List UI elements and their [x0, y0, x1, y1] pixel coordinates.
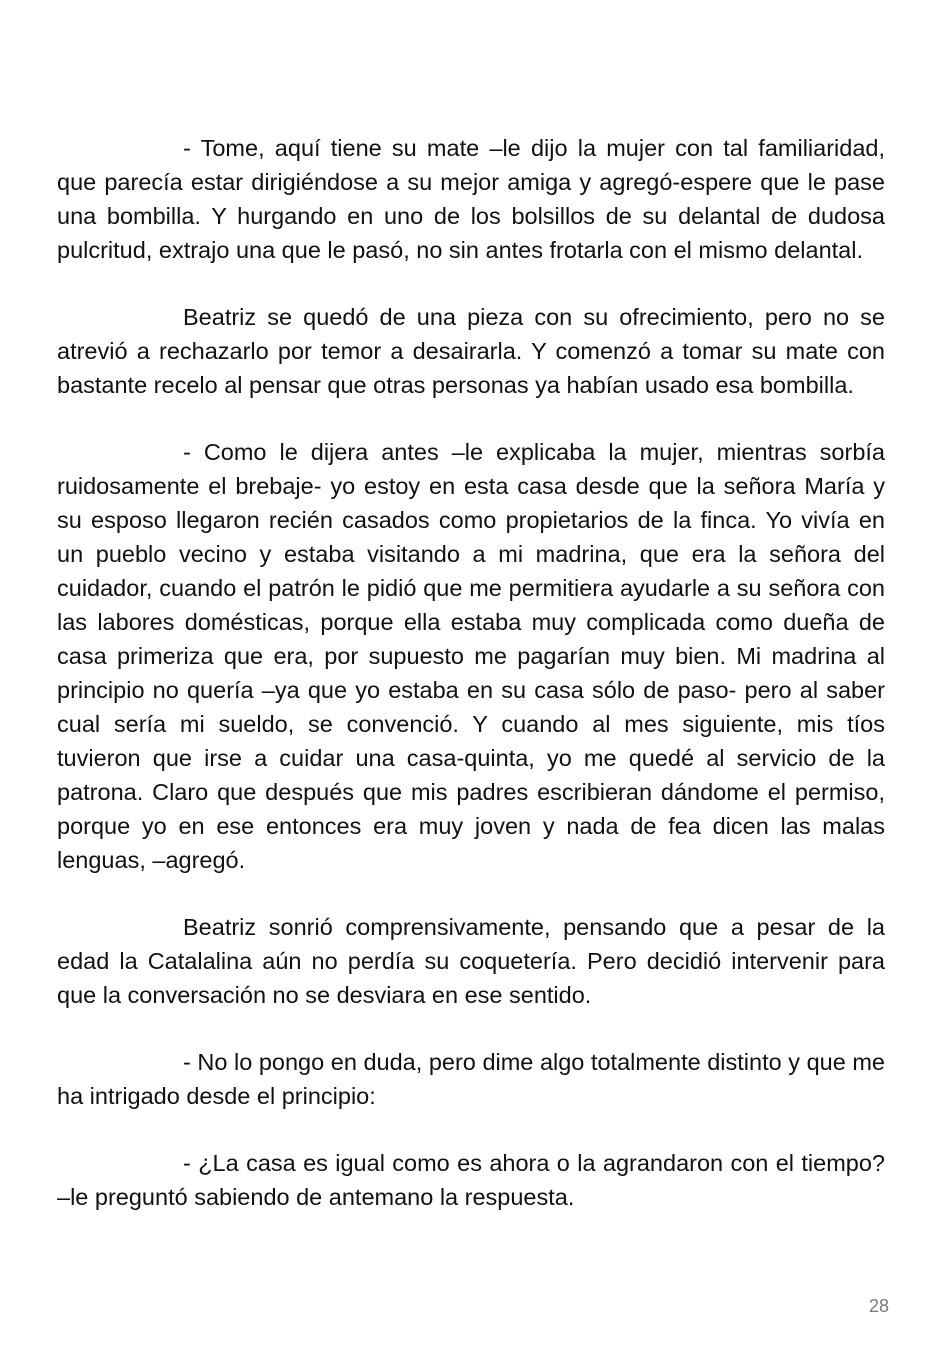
paragraph: - Tome, aquí tiene su mate –le dijo la mujer con tal familiaridad, que parecía estar dirigiéndose a su mejor amiga y agregó-espere que le pase una bombilla. Y hurgando en uno de los bolsillos de su delantal de dudosa pulcritud, extrajo una que le pasó, no sin antes frotarla con el mismo delantal. — [57, 135, 885, 263]
paragraph: - ¿La casa es igual como es ahora o la agrandaron con el tiempo? –le preguntó sabiendo de antemano la respuesta. — [57, 1150, 885, 1210]
page-number: 28 — [868, 1296, 889, 1316]
paragraph: - Como le dijera antes –le explicaba la mujer, mientras sorbía ruidosamente el brebaje- yo estoy en esta casa desde que la señora María y su esposo llegaron recién casados como propietarios de la finca. Yo vivía en un pueblo vecino y estaba visitando a mi madrina, que era la señora del cuidador, cuando el patrón le pidió que me permitiera ayudarle a su señora con las labores domésticas, porque ella estaba muy complicada como dueña de casa primeriza que era, por supuesto me pagarían muy bien. Mi madrina al principio no quería –ya que yo estaba en su casa sólo de paso- pero al saber cual sería mi sueldo, se convenció. Y cuando al mes siguiente, mis tíos tuvieron que irse a cuidar una casa-quinta, yo me quedé al servicio de la patrona. Claro que después que mis padres escribieran dándome el permiso, porque yo en ese entonces era muy joven y nada de fea dicen las malas lenguas, –agregó. — [57, 439, 885, 873]
page-body — [57, 131, 885, 1247]
paragraph: Beatriz se quedó de una pieza con su ofrecimiento, pero no se atrevió a rechazarlo por temor a desairarla. Y comenzó a tomar su mate con bastante recelo al pensar que otras personas ya habían usado esa bombilla. — [57, 304, 885, 398]
paragraph: Beatriz sonrió comprensivamente, pensando que a pesar de la edad la Catalalina aún no perdía su coquetería. Pero decidió intervenir para que la conversación no se desviara en ese sentido. — [57, 914, 885, 1008]
paragraph: - No lo pongo en duda, pero dime algo totalmente distinto y que me ha intrigado desde el principio: — [57, 1049, 885, 1109]
